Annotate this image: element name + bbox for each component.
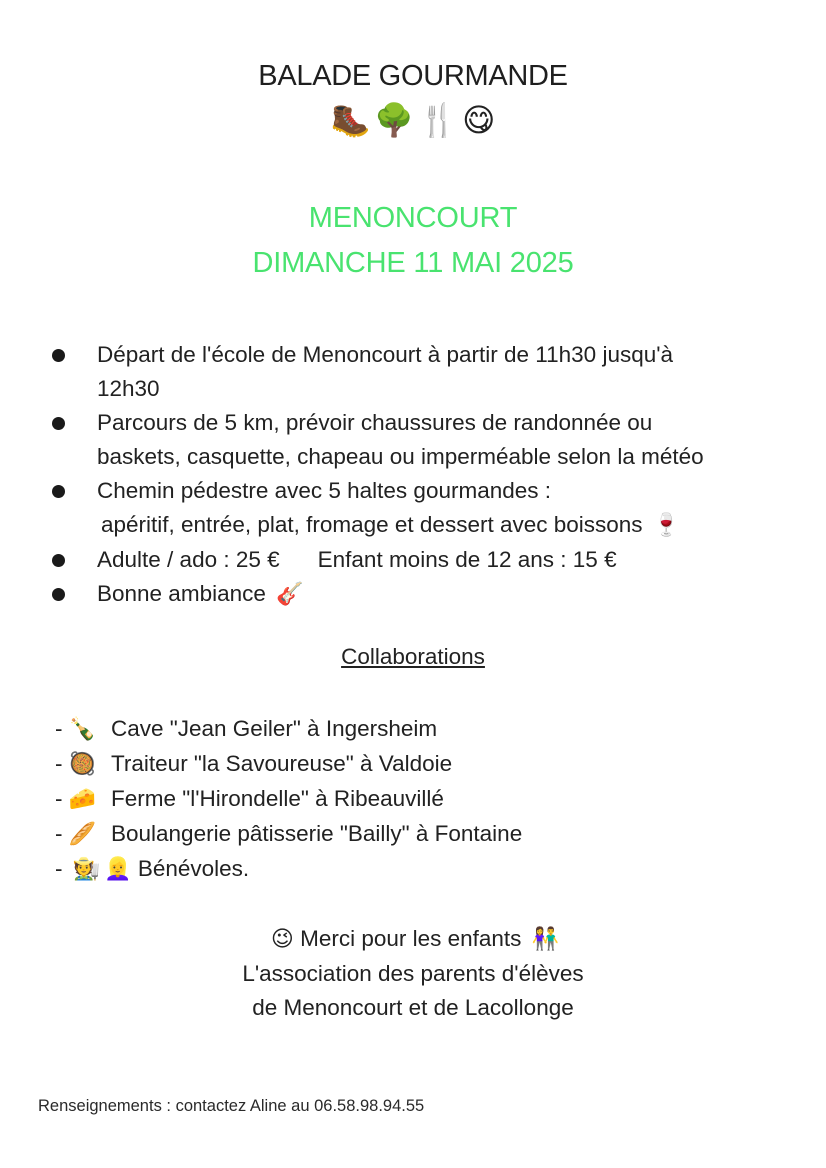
thanks-text: Merci pour les enfants	[300, 926, 522, 951]
farmer-icon: 🧑‍🌾	[72, 857, 101, 882]
hiking-boot-icon: 🥾	[330, 101, 371, 139]
closing-block	[0, 922, 826, 1025]
collab-text: Traiteur "la Savoureuse" à Valdoie	[111, 751, 453, 776]
header-emoji-row	[0, 100, 826, 140]
path-line-2-row	[97, 508, 792, 543]
dash-prefix: -	[55, 821, 63, 846]
baguette-icon: 🥖	[68, 822, 97, 847]
fork-knife-icon: 🍴	[418, 101, 459, 139]
children-couple-icon: 👫	[531, 927, 560, 952]
winking-face-icon: 😉	[270, 927, 294, 952]
ambiance-row	[97, 577, 792, 612]
bullet-ambiance	[52, 577, 792, 612]
bullet-departure	[52, 338, 792, 406]
collab-item-ferme	[55, 782, 522, 817]
info-bullet-list	[52, 338, 792, 612]
collab-text: Boulangerie pâtisserie "Bailly" à Fontaine	[111, 821, 523, 846]
bottle-icon: 🍾	[68, 717, 97, 742]
guitar-icon: 🎸	[276, 582, 304, 607]
collab-text: Cave "Jean Geiler" à Ingersheim	[111, 716, 438, 741]
price-adult: Adulte / ado : 25 €	[97, 547, 280, 572]
route-line-2: baskets, casquette, chapeau ou imperméable selon la météo	[97, 444, 704, 469]
yum-face-icon: 😋	[462, 101, 496, 139]
bullet-dot-icon	[52, 554, 65, 567]
event-date: DIMANCHE 11 MAI 2025	[252, 247, 574, 279]
prices-row	[97, 543, 792, 577]
collaborations-heading: Collaborations	[341, 644, 485, 669]
dash-prefix: -	[55, 786, 63, 811]
route-line-1: Parcours de 5 km, prévoir chaussures de randonnée ou	[97, 410, 653, 435]
departure-line-1: Départ de l'école de Menoncourt à partir de 11h30 jusqu'à	[97, 342, 674, 367]
thanks-row	[0, 922, 826, 957]
association-towns: de Menoncourt et de Lacollonge	[252, 995, 574, 1020]
collab-item-boulangerie	[55, 817, 522, 852]
event-location: MENONCOURT	[308, 202, 518, 234]
bullet-dot-icon	[52, 485, 65, 498]
ambiance-text: Bonne ambiance	[97, 581, 266, 606]
collab-item-cave	[55, 712, 522, 747]
contact-info: Renseignements : contactez Aline au 06.58.98.94.55	[38, 1097, 425, 1115]
collaborations-list	[55, 712, 522, 887]
paella-pan-icon: 🥘	[68, 752, 97, 777]
bullet-prices	[52, 543, 792, 577]
association-line: L'association des parents d'élèves	[242, 961, 584, 986]
path-line-1: Chemin pédestre avec 5 haltes gourmandes :	[97, 478, 552, 503]
bullet-path	[52, 474, 792, 543]
cheese-icon: 🧀	[68, 787, 97, 812]
bullet-dot-icon	[52, 588, 65, 601]
blond-woman-icon: 👱‍♀️	[104, 857, 132, 882]
bullet-route	[52, 406, 792, 474]
departure-line-2: 12h30	[97, 376, 160, 401]
collab-item-traiteur	[55, 747, 522, 782]
wine-glass-icon: 🍷	[652, 513, 681, 538]
bullet-dot-icon	[52, 417, 65, 430]
dash-prefix: -	[55, 716, 63, 741]
collab-text: Bénévoles.	[137, 856, 250, 881]
price-child: Enfant moins de 12 ans : 15 €	[317, 547, 617, 572]
dash-prefix: -	[55, 856, 63, 881]
tree-icon: 🌳	[374, 101, 415, 139]
collab-item-benevoles	[55, 852, 522, 887]
path-line-2: apéritif, entrée, plat, fromage et dessert avec boissons	[101, 512, 643, 537]
page-title: BALADE GOURMANDE	[258, 60, 568, 92]
collab-text: Ferme "l'Hirondelle" à Ribeauvillé	[111, 786, 444, 811]
dash-prefix: -	[55, 751, 63, 776]
bullet-dot-icon	[52, 349, 65, 362]
